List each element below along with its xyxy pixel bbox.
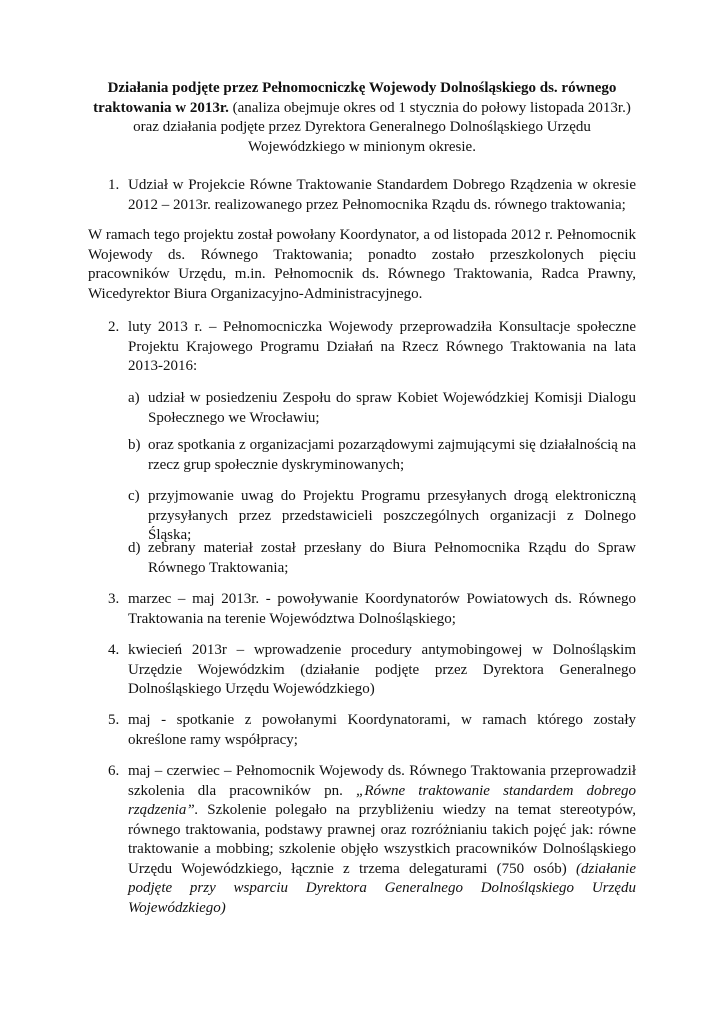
subitem-text: zebrany materiał został przesłany do Biura Pełnomocnika Rządu do Spraw Równego Traktowania; <box>148 540 636 576</box>
subitem-letter: b) <box>128 437 141 453</box>
item-number: 3. <box>108 591 120 607</box>
subitem-text: przyjmowanie uwag do Projektu Programu przesyłanych drogą elektroniczną przysyłanych przez przedstawicieli poszczególnych organizacji z Dolnego Śląska; <box>148 488 636 543</box>
item-text-part: Szkolenie polegało na przybliżeniu wiedzy na temat stereotypów, równego traktowania, podstawy prawnej oraz rozróżnianiu takich pojęć jak: równe traktowanie a mobbing; szkolenie objęło wszystkich pracowników Dolnośląskiego Urzędu Wojewódzkiego, łącznie z trzema delegaturami (750 osób) <box>128 802 636 877</box>
item-number: 5. <box>108 712 120 728</box>
item-number: 6. <box>108 763 120 779</box>
item-number: 2. <box>108 319 120 335</box>
item-number: 1. <box>108 177 120 193</box>
item-text: marzec – maj 2013r. - powoływanie Koordynatorów Powiatowych ds. Równego Traktowania na terenie Województwa Dolnośląskiego; <box>128 591 636 627</box>
subitem-text: oraz spotkania z organizacjami pozarządowymi zajmującymi się działalnością na rzecz grup społecznie dyskryminowanych; <box>148 437 636 473</box>
item-text-italic: (działanie podjęte przy wsparciu Dyrektora Generalnego Dolnośląskiego Urzędu Wojewódzkiego) <box>128 860 636 916</box>
title-normal: (analiza obejmuje okres od 1 stycznia do połowy listopada 2013r.) oraz działania podjęte przez Dyrektora Generalnego Dolnośląskiego Urzędu Wojewódzkiego w minionym okresie. <box>133 99 631 155</box>
item-number: 4. <box>108 642 120 658</box>
item-text: maj - spotkanie z powołanymi Koordynatorami, w ramach którego zostały określone ramy współpracy; <box>128 712 636 748</box>
item-text: luty 2013 r. – Pełnomocniczka Wojewody przeprowadziła Konsultacje społeczne Projektu Krajowego Programu Działań na Rzecz Równego Traktowania na lata 2013-2016: <box>128 319 636 374</box>
item-text: kwiecień 2013r – wprowadzenie procedury antymobingowej w Dolnośląskim Urzędzie Wojewódzkim (działanie podjęte przez Dyrektora Generalnego Dolnośląskiego Urzędu Wojewódzkiego) <box>128 642 636 697</box>
item-text-italic: „Równe traktowanie standardem dobrego rządzenia”. <box>128 782 636 818</box>
item-text: Udział w Projekcie Równe Traktowanie Standardem Dobrego Rządzenia w okresie 2012 – 2013r. realizowanego przez Pełnomocnika Rządu ds. równego traktowania; <box>128 177 636 213</box>
document-title <box>88 79 636 157</box>
item-text <box>128 762 636 918</box>
subitem-letter: d) <box>128 540 141 556</box>
body-paragraph: W ramach tego projektu został powołany Koordynator, a od listopada 2012 r. Pełnomocnik Wojewody ds. Równego Traktowania; ponadto zostało przeszkolonych pięciu pracowników Urzędu, m.in. Pełnomocnik ds. Równego Traktowania, Radca Prawny, Wicedyrektor Biura Organizacyjno-Administracyjnego. <box>88 227 636 302</box>
subitem-letter: c) <box>128 488 140 504</box>
subitem-letter: a) <box>128 390 140 406</box>
title-bold: Działania podjęte przez Pełnomocniczkę Wojewody Dolnośląskiego ds. równego traktowania w 2013r. <box>93 80 617 116</box>
item-text-part: maj – czerwiec – Pełnomocnik Wojewody ds. Równego Traktowania przeprowadził szkolenia dla pracowników pn. <box>128 763 636 799</box>
subitem-text: udział w posiedzeniu Zespołu do spraw Kobiet Wojewódzkiej Komisji Dialogu Społecznego we Wrocławiu; <box>148 390 636 426</box>
